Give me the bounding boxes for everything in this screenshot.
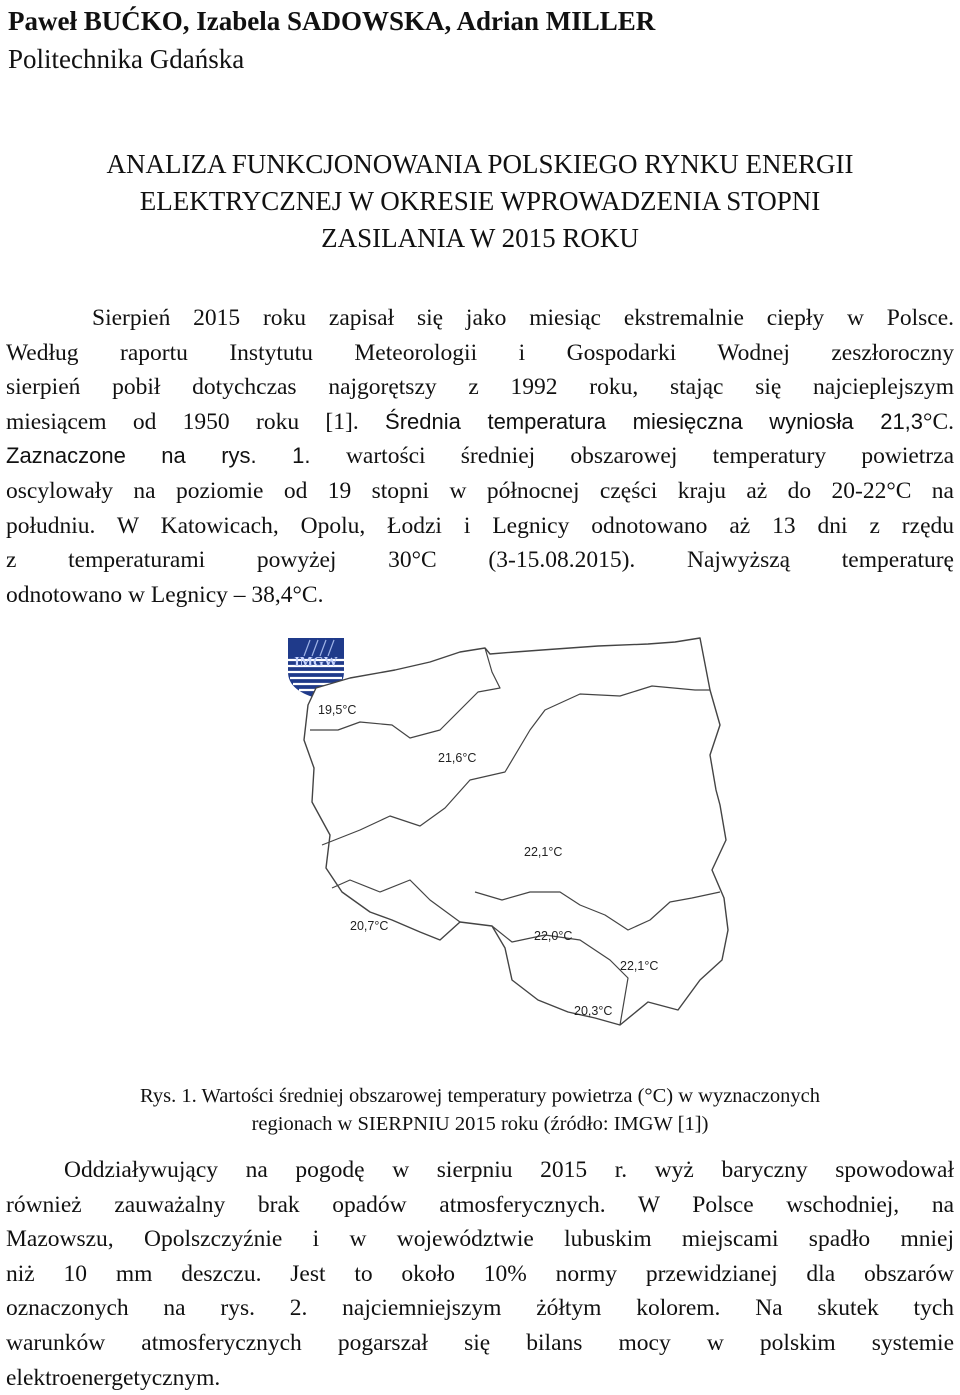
country-outline xyxy=(304,638,728,1025)
text-line: warunków atmosferycznych pogarszał się bilans mocy w polskim systemie xyxy=(6,1329,954,1356)
degree-sign: ° xyxy=(923,408,933,435)
title-line: ELEKTRYCZNEJ W OKRESIE WPROWADZENIA STOPNI xyxy=(139,186,821,216)
text-segment-sans: Średnia temperatura miesięczna wyniosła 21,3 xyxy=(385,408,924,434)
title-line: ANALIZA FUNKCJONOWANIA POLSKIEGO RYNKU ENERGII xyxy=(106,149,854,179)
affiliation: Politechnika Gdańska xyxy=(8,44,245,74)
text-segment: C. xyxy=(932,408,955,435)
text-segment: wartości średniej obszarowej temperatury powietrza xyxy=(345,443,954,470)
logo-text: IMGW xyxy=(294,655,338,670)
text-line: również zauważalny brak opadów atmosferycznych. W Polsce wschodniej, na xyxy=(6,1191,954,1218)
text-line: Oddziaływujący na pogodę w sierpniu 2015 r. wyż baryczny spowodował xyxy=(64,1157,954,1183)
text-line: Według raportu Instytutu Meteorologii i Gospodarki Wodnej zeszłoroczny xyxy=(6,339,954,366)
text-line: Sierpień 2015 roku zapisał się jako miesiąc ekstremalnie ciepły w Polsce. xyxy=(92,305,954,331)
paper-title xyxy=(0,146,960,257)
figure-caption xyxy=(0,1082,960,1138)
text-line: niż 10 mm deszczu. Jest to około 10% normy przewidzianej dla obszarów xyxy=(6,1260,954,1287)
paragraph-intro xyxy=(6,301,954,612)
text-line: z temperaturami powyżej 30°C (3-15.08.2015). Najwyższą temperaturę xyxy=(6,547,954,574)
temp-label-central-north: 21,6°C xyxy=(438,751,477,765)
text-line xyxy=(6,405,954,440)
poland-map xyxy=(280,630,760,1085)
paragraph-drought xyxy=(6,1153,954,1395)
temp-label-south-west: 20,7°C xyxy=(350,919,389,933)
authors: Paweł BUĆKO, Izabela SADOWSKA, Adrian MILLER xyxy=(8,6,656,36)
temp-label-south-mountains: 20,3°C xyxy=(574,1004,613,1018)
text-line: sierpień pobił dotychczas najgorętszy z 1992 roku, stając się najcieplejszym xyxy=(6,374,954,401)
caption-line: regionach w SIERPNIU 2015 roku (źródło: IMGW [1]) xyxy=(251,1113,709,1135)
text-line: południu. W Katowicach, Opolu, Łodzi i Legnicy odnotowano aż 13 dni z rzędu xyxy=(6,512,954,539)
text-segment: miesiącem od 1950 roku [1]. xyxy=(6,408,386,435)
temp-label-south-east: 22,1°C xyxy=(620,959,659,973)
temperature-map-figure xyxy=(280,630,760,1085)
temp-label-central: 22,1°C xyxy=(524,845,563,859)
text-line: oscylowały na poziomie od 19 stopni w północnej części kraju aż do 20-22°C na xyxy=(6,477,954,504)
title-line: ZASILANIA W 2015 ROKU xyxy=(321,223,639,253)
temp-label-south-central: 22,0°C xyxy=(534,929,573,943)
text-line: odnotowano w Legnicy – 38,4°C. xyxy=(6,581,324,608)
temp-label-north-coast: 19,5°C xyxy=(318,703,357,717)
text-line: Mazowszu, Opolszczyźnie i w województwie lubuskim miejscami spadło mniej xyxy=(6,1226,954,1253)
text-line: elektroenergetycznym. xyxy=(6,1364,221,1391)
caption-line: Rys. 1. Wartości średniej obszarowej temperatury powietrza (°C) w wyznaczonych xyxy=(140,1085,820,1107)
text-line: oznaczonych na rys. 2. najciemniejszym żółtym kolorem. Na skutek tych xyxy=(6,1295,954,1322)
text-line xyxy=(6,439,954,474)
text-segment-sans: Zaznaczone na rys. 1. xyxy=(6,443,346,469)
